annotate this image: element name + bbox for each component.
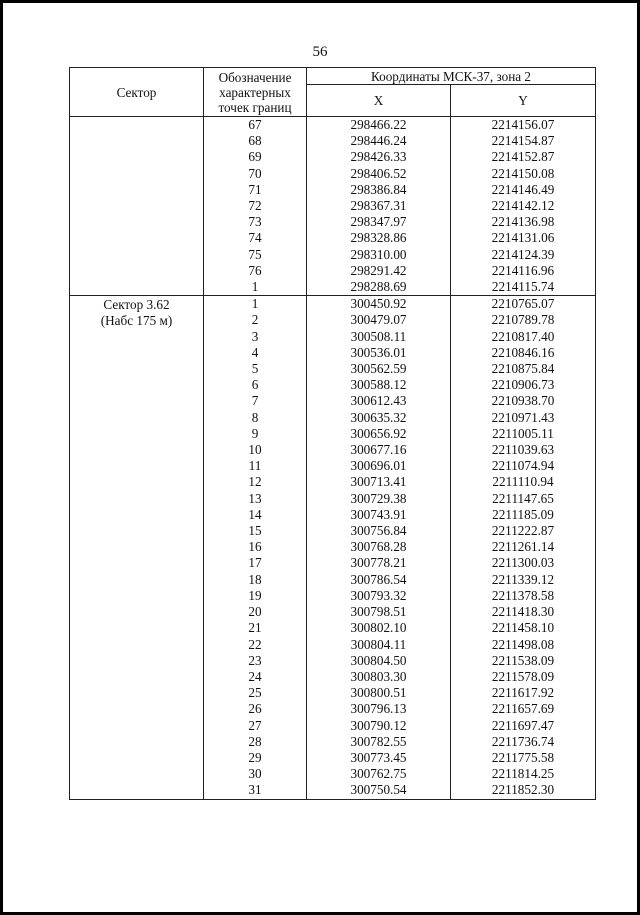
- point-id-cell: 30: [204, 766, 307, 782]
- y-coordinate-cell: 2210875.84: [451, 361, 596, 377]
- y-coordinate-cell: 2211657.69: [451, 701, 596, 717]
- x-coordinate-cell: 300677.16: [307, 442, 451, 458]
- y-coordinate-cell: 2211378.58: [451, 588, 596, 604]
- x-coordinate-cell: 298328.86: [307, 230, 451, 246]
- y-coordinate-cell: 2211736.74: [451, 734, 596, 750]
- point-id-cell: 1: [204, 279, 307, 296]
- point-id-cell: 14: [204, 507, 307, 523]
- x-coordinate-cell: 300796.13: [307, 701, 451, 717]
- y-coordinate-cell: 2210906.73: [451, 377, 596, 393]
- x-coordinate-cell: 300696.01: [307, 458, 451, 474]
- point-id-cell: 24: [204, 669, 307, 685]
- point-id-cell: 18: [204, 572, 307, 588]
- point-id-cell: 2: [204, 312, 307, 328]
- y-coordinate-cell: 2211458.10: [451, 620, 596, 636]
- page-number: 56: [312, 44, 328, 60]
- table-body: [70, 117, 596, 800]
- x-coordinate-cell: 300713.41: [307, 474, 451, 490]
- point-id-cell: 6: [204, 377, 307, 393]
- y-coordinate-cell: 2214136.98: [451, 214, 596, 230]
- y-coordinate-cell: 2214115.74: [451, 279, 596, 296]
- point-id-cell: 12: [204, 474, 307, 490]
- x-coordinate-cell: 300782.55: [307, 734, 451, 750]
- x-coordinate-cell: 300479.07: [307, 312, 451, 328]
- scan-border-left: [0, 0, 3, 915]
- point-id-cell: 16: [204, 539, 307, 555]
- x-coordinate-cell: 300508.11: [307, 329, 451, 345]
- y-coordinate-cell: 2211538.09: [451, 653, 596, 669]
- point-id-cell: 19: [204, 588, 307, 604]
- point-id-cell: 76: [204, 263, 307, 279]
- coordinates-table: [69, 67, 596, 800]
- y-coordinate-cell: 2210765.07: [451, 296, 596, 313]
- header-point: Обозначение характерных точек границ: [204, 68, 307, 117]
- sector-cell: [70, 296, 204, 799]
- point-id-cell: 69: [204, 149, 307, 165]
- y-coordinate-cell: 2211185.09: [451, 507, 596, 523]
- point-id-cell: 3: [204, 329, 307, 345]
- x-coordinate-cell: 300778.21: [307, 555, 451, 571]
- x-coordinate-cell: 300743.91: [307, 507, 451, 523]
- x-coordinate-cell: 298426.33: [307, 149, 451, 165]
- y-coordinate-cell: 2214152.87: [451, 149, 596, 165]
- point-id-cell: 29: [204, 750, 307, 766]
- point-id-cell: 67: [204, 117, 307, 134]
- y-coordinate-cell: 2214156.07: [451, 117, 596, 134]
- point-id-cell: 8: [204, 410, 307, 426]
- point-id-cell: 72: [204, 198, 307, 214]
- y-coordinate-cell: 2211261.14: [451, 539, 596, 555]
- y-coordinate-cell: 2214142.12: [451, 198, 596, 214]
- x-coordinate-cell: 298288.69: [307, 279, 451, 296]
- x-coordinate-cell: 300762.75: [307, 766, 451, 782]
- x-coordinate-cell: 300802.10: [307, 620, 451, 636]
- x-coordinate-cell: 300790.12: [307, 718, 451, 734]
- x-coordinate-cell: 300536.01: [307, 345, 451, 361]
- y-coordinate-cell: 2214150.08: [451, 166, 596, 182]
- point-id-cell: 7: [204, 393, 307, 409]
- y-coordinate-cell: 2214154.87: [451, 133, 596, 149]
- point-id-cell: 23: [204, 653, 307, 669]
- point-id-cell: 13: [204, 491, 307, 507]
- y-coordinate-cell: 2211697.47: [451, 718, 596, 734]
- scan-border-top: [0, 0, 640, 3]
- x-coordinate-cell: 300588.12: [307, 377, 451, 393]
- point-id-cell: 15: [204, 523, 307, 539]
- point-id-cell: 21: [204, 620, 307, 636]
- y-coordinate-cell: 2211110.94: [451, 474, 596, 490]
- header-x: X: [307, 85, 451, 117]
- sector-label-line: Сектор 3.62: [103, 297, 170, 313]
- x-coordinate-cell: 298406.52: [307, 166, 451, 182]
- point-id-cell: 75: [204, 247, 307, 263]
- sector-label-line: (Набс 175 м): [100, 313, 173, 329]
- y-coordinate-cell: 2211852.30: [451, 782, 596, 799]
- x-coordinate-cell: 298466.22: [307, 117, 451, 134]
- y-coordinate-cell: 2211498.08: [451, 637, 596, 653]
- x-coordinate-cell: 298347.97: [307, 214, 451, 230]
- y-coordinate-cell: 2211775.58: [451, 750, 596, 766]
- header-y: Y: [451, 85, 596, 117]
- header-coordinates: Координаты МСК-37, зона 2: [307, 68, 596, 85]
- y-coordinate-cell: 2210789.78: [451, 312, 596, 328]
- point-id-cell: 68: [204, 133, 307, 149]
- y-coordinate-cell: 2211005.11: [451, 426, 596, 442]
- point-id-cell: 5: [204, 361, 307, 377]
- point-id-cell: 4: [204, 345, 307, 361]
- point-id-cell: 70: [204, 166, 307, 182]
- x-coordinate-cell: 300800.51: [307, 685, 451, 701]
- y-coordinate-cell: 2214124.39: [451, 247, 596, 263]
- x-coordinate-cell: 300804.50: [307, 653, 451, 669]
- point-id-cell: 20: [204, 604, 307, 620]
- y-coordinate-cell: 2214116.96: [451, 263, 596, 279]
- point-id-cell: 73: [204, 214, 307, 230]
- y-coordinate-cell: 2210971.43: [451, 410, 596, 426]
- x-coordinate-cell: 300803.30: [307, 669, 451, 685]
- y-coordinate-cell: 2211617.92: [451, 685, 596, 701]
- table-header: [70, 68, 596, 117]
- x-coordinate-cell: 298310.00: [307, 247, 451, 263]
- point-id-cell: 17: [204, 555, 307, 571]
- point-id-cell: 25: [204, 685, 307, 701]
- point-id-cell: 22: [204, 637, 307, 653]
- x-coordinate-cell: 300768.28: [307, 539, 451, 555]
- y-coordinate-cell: 2211418.30: [451, 604, 596, 620]
- x-coordinate-cell: 300756.84: [307, 523, 451, 539]
- x-coordinate-cell: 300562.59: [307, 361, 451, 377]
- x-coordinate-cell: 298367.31: [307, 198, 451, 214]
- x-coordinate-cell: 300804.11: [307, 637, 451, 653]
- x-coordinate-cell: 300729.38: [307, 491, 451, 507]
- y-coordinate-cell: 2211222.87: [451, 523, 596, 539]
- y-coordinate-cell: 2210846.16: [451, 345, 596, 361]
- point-id-cell: 74: [204, 230, 307, 246]
- x-coordinate-cell: 300612.43: [307, 393, 451, 409]
- point-id-cell: 10: [204, 442, 307, 458]
- y-coordinate-cell: 2211578.09: [451, 669, 596, 685]
- y-coordinate-cell: 2210817.40: [451, 329, 596, 345]
- y-coordinate-cell: 2210938.70: [451, 393, 596, 409]
- point-id-cell: 1: [204, 296, 307, 313]
- x-coordinate-cell: 298446.24: [307, 133, 451, 149]
- y-coordinate-cell: 2211300.03: [451, 555, 596, 571]
- point-id-cell: 27: [204, 718, 307, 734]
- x-coordinate-cell: 298386.84: [307, 182, 451, 198]
- x-coordinate-cell: 300798.51: [307, 604, 451, 620]
- x-coordinate-cell: 300750.54: [307, 782, 451, 799]
- sector-cell: [70, 117, 204, 296]
- x-coordinate-cell: 300786.54: [307, 572, 451, 588]
- point-id-cell: 71: [204, 182, 307, 198]
- point-id-cell: 28: [204, 734, 307, 750]
- y-coordinate-cell: 2214131.06: [451, 230, 596, 246]
- point-id-cell: 11: [204, 458, 307, 474]
- x-coordinate-cell: 300635.32: [307, 410, 451, 426]
- y-coordinate-cell: 2211147.65: [451, 491, 596, 507]
- y-coordinate-cell: 2211074.94: [451, 458, 596, 474]
- point-id-cell: 9: [204, 426, 307, 442]
- x-coordinate-cell: 300656.92: [307, 426, 451, 442]
- x-coordinate-cell: 298291.42: [307, 263, 451, 279]
- point-id-cell: 31: [204, 782, 307, 799]
- table-row: [70, 296, 596, 313]
- table-row: [70, 117, 596, 134]
- x-coordinate-cell: 300793.32: [307, 588, 451, 604]
- x-coordinate-cell: 300450.92: [307, 296, 451, 313]
- point-id-cell: 26: [204, 701, 307, 717]
- y-coordinate-cell: 2211814.25: [451, 766, 596, 782]
- x-coordinate-cell: 300773.45: [307, 750, 451, 766]
- header-sector: Сектор: [70, 68, 204, 117]
- y-coordinate-cell: 2211339.12: [451, 572, 596, 588]
- y-coordinate-cell: 2214146.49: [451, 182, 596, 198]
- y-coordinate-cell: 2211039.63: [451, 442, 596, 458]
